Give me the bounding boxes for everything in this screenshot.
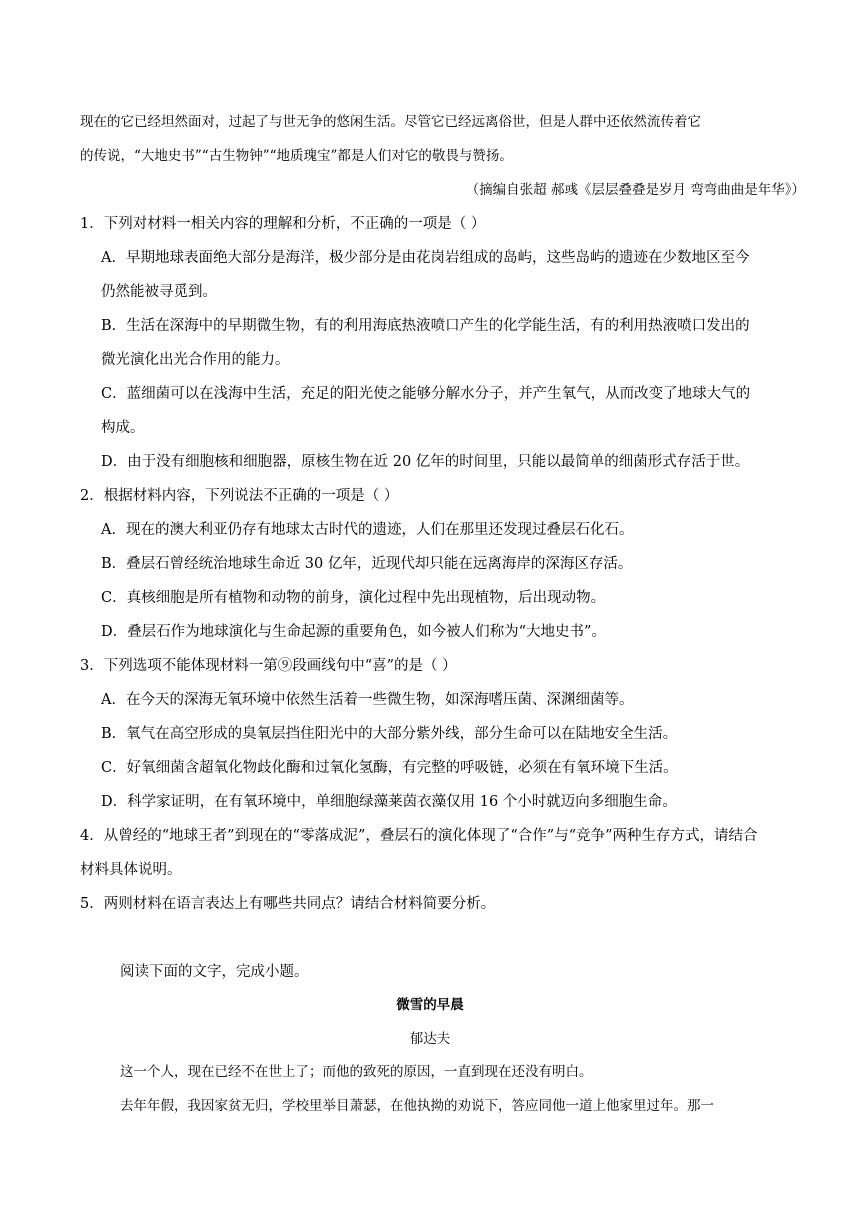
question-1-option-b: B．生活在深海中的早期微生物，有的利用海底热液喷口产生的化学能生活，有的利用热液喷口发出的: [101, 318, 750, 334]
question-3-option-a: A．在今天的深海无氧环境中依然生活着一些微生物，如深海嗜压菌、深渊细菌等。: [101, 692, 634, 708]
question-1-option-a: A．早期地球表面绝大部分是海洋，极少部分是由花岗岩组成的岛屿，这些岛屿的遗迹在少数地区至今: [101, 250, 750, 266]
question-2-option-c: C．真核细胞是所有植物和动物的前身，演化过程中先出现植物，后出现动物。: [101, 590, 606, 606]
article-title: 微雪的早晨: [396, 997, 464, 1013]
question-4-stem-cont: 材料具体说明。: [80, 862, 182, 878]
passage-line: 现在的它已经坦然面对，过起了与世无争的悠闲生活。尽管它已经远离俗世，但是人群中还依然流传着它: [80, 114, 701, 130]
question-1-stem: 1．下列对材料一相关内容的理解和分析，不正确的一项是（ ）: [80, 216, 486, 232]
question-1-option-b-cont: 微光演化出光合作用的能力。: [101, 352, 290, 368]
article-paragraph: 这一个人，现在已经不在世上了；而他的致死的原因，一直到现在还没有明白。: [120, 1064, 593, 1080]
article-paragraph: 去年年假，我因家贫无归，学校里举目萧瑟，在他执拗的劝说下，答应同他一道上他家里过年。那一: [120, 1098, 714, 1114]
article-author: 郁达夫: [409, 1031, 451, 1047]
question-3-stem: 3．下列选项不能体现材料一第⑨段画线句中“喜”的是（ ）: [80, 658, 457, 674]
passage-line: 的传说，“大地史书”“古生物钟”“地质瑰宝”都是人们对它的敬畏与赞扬。: [80, 148, 513, 164]
question-1-option-c-cont: 构成。: [101, 420, 145, 436]
question-3-option-d: D．科学家证明，在有氧环境中，单细胞绿藻莱茵衣藻仅用 16 个小时就迈向多细胞生命。: [101, 794, 677, 810]
question-2-option-a: A．现在的澳大利亚仍存有地球太古时代的遗迹，人们在那里还发现过叠层石化石。: [101, 522, 634, 538]
passage-source: （摘编自张超 郝彧《层层叠叠是岁月 弯弯曲曲是年华》）: [465, 182, 805, 198]
question-1-option-a-cont: 仍然能被寻觅到。: [101, 284, 217, 300]
question-2-option-d: D．叠层石作为地球演化与生命起源的重要角色，如今被人们称为“大地史书”。: [101, 624, 606, 640]
question-4-stem: 4．从曾经的“地球王者”到现在的“零落成泥”，叠层石的演化体现了“合作”与“竞争”两种生存方式，请结合: [80, 828, 758, 844]
question-1-option-d: D．由于没有细胞核和细胞器，原核生物在近 20 亿年的时间里，只能以最简单的细菌形式存活于世。: [101, 454, 750, 470]
reading-instruction: 阅读下面的文字，完成小题。: [120, 964, 309, 980]
question-2-stem: 2．根据材料内容，下列说法不正确的一项是（ ）: [80, 488, 399, 504]
question-3-option-b: B．氧气在高空形成的臭氧层挡住阳光中的大部分紫外线，部分生命可以在陆地安全生活。: [101, 726, 678, 742]
question-1-option-c: C．蓝细菌可以在浅海中生活，充足的阳光使之能够分解水分子，并产生氧气，从而改变了地球大气的: [101, 386, 751, 402]
question-5-stem: 5．两则材料在语言表达上有哪些共同点？请结合材料简要分析。: [80, 896, 496, 912]
question-3-option-c: C．好氧细菌含超氧化物歧化酶和过氧化氢酶，有完整的呼吸链，必须在有氧环境下生活。: [101, 760, 678, 776]
question-2-option-b: B．叠层石曾经统治地球生命近 30 亿年，近现代却只能在远离海岸的深海区存活。: [101, 556, 633, 572]
